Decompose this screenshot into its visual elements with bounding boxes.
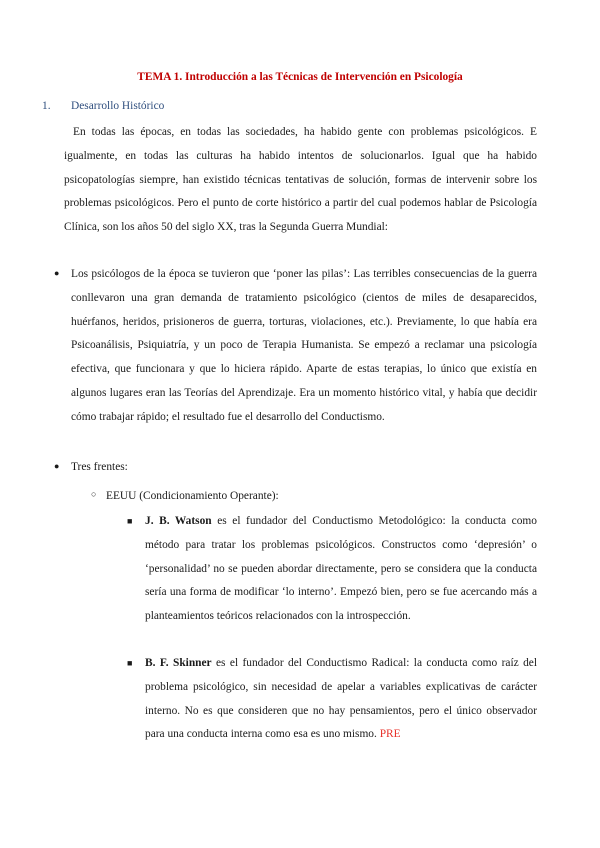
intro-paragraph	[64, 121, 537, 240]
skinner-name: B. F. Skinner	[145, 657, 212, 669]
intro-text: En todas las épocas, en todas las sociedades, ha habido gente con problemas psicológicos. E igualmente, en todas las culturas ha habido intentos de solucionarlos. Igual que ha habido psicopatologías siempre, han existido técnicas tentativas de solución, formas de intervenir sobre los problemas psicológicos. Pero el punto de corte histórico a partir del cual podemos hablar de Psicología Clínica, son los años 50 del siglo XX, tras la Segunda Guerra Mundial:	[64, 126, 537, 234]
bullet-dot-icon: ●	[54, 461, 60, 471]
bullet-dot-icon: ●	[54, 268, 60, 278]
bullet-circle-icon: ○	[91, 489, 97, 499]
sub-sub-bullet-watson	[145, 510, 537, 629]
bullet-item-psychologists: Los psicólogos de la época se tuvieron que ‘poner las pilas’: Las terribles consecuencias de la guerra conllevaron una gran demanda de tratamiento psicológico (cientos de miles de desaparecidos, huérfanos, heridos, prisioneros de guerra, torturas, violaciones, etc.). Previamente, lo que había era Psicoanálisis, Psiquiatría, y un poco de Terapia Humanista. Se empezó a reclamar una psicología efectiva, que funcionara y que lo hiciera rápido. Aparte de estas terapias, lo único que existía en algunos lugares eran las Teorías del Aprendizaje. Era un momento histórico vital, y había que decidir cómo trabajar rápido; el resultado fue el desarrollo del Conductismo.	[71, 268, 537, 423]
document-title: TEMA 1. Introducción a las Técnicas de Intervención en Psicología	[137, 71, 463, 83]
bullet-square-icon: ■	[127, 658, 133, 668]
watson-text: es el fundador del Conductismo Metodológico: la conducta como método para tratar los problemas psicológicos. Constructos como ‘depresión’ o ‘personalidad’ no se pueden abordar directamente, pero se considera que la conducta sería una forma de modificar ‘lo interno’. Empezó bien, pero se fue acercando más a planteamientos teóricos relacionados con la introspección.	[145, 515, 537, 623]
skinner-tail-highlight: PRE	[379, 728, 401, 741]
section-title: Desarrollo Histórico	[71, 100, 165, 112]
sub-bullet-eeuu: EEUU (Condicionamiento Operante):	[106, 490, 279, 502]
bullet-square-icon: ■	[127, 516, 133, 526]
skinner-text: es el fundador del Conductismo Radical: la conducta como raíz del problema psicológico, sin necesidad de apelar a variables explicativas de carácter interno. No es que consideren que no hay pensamientos, pero el único observador para una conducta interna como esa es uno mismo.	[145, 657, 537, 741]
bullet-item-three-fronts: Tres frentes:	[71, 461, 128, 473]
sub-sub-bullet-skinner	[145, 652, 537, 747]
watson-name: J. B. Watson	[145, 515, 212, 527]
section-number: 1.	[42, 100, 51, 112]
